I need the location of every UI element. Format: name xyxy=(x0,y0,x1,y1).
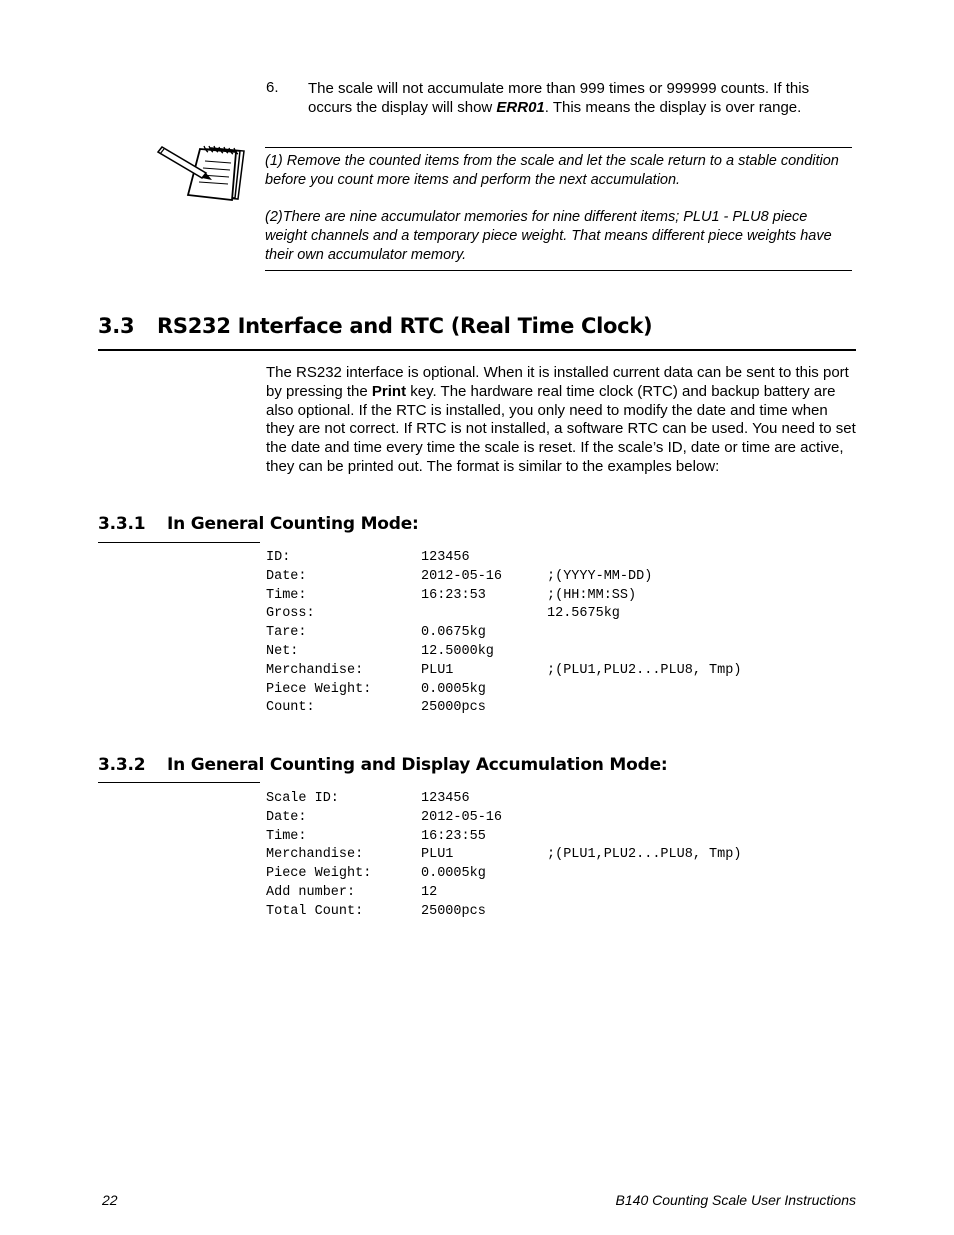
section-paragraph xyxy=(266,364,856,477)
subsection-number: 3.3.1 xyxy=(98,514,146,534)
note-bottom-rule xyxy=(265,270,852,271)
printout-label: Gross: xyxy=(266,606,315,622)
printout-value: 16:23:53 xyxy=(421,587,486,603)
section-heading xyxy=(98,314,652,338)
list-item-text xyxy=(308,79,853,117)
subsection-heading-2 xyxy=(98,755,668,775)
printout-label: Date: xyxy=(266,809,307,825)
printout-value: 25000pcs xyxy=(421,700,486,716)
printout-value: PLU1 xyxy=(421,662,454,678)
printout-label: Add number: xyxy=(266,884,356,900)
printout-value: 25000pcs xyxy=(421,903,486,919)
list-item-text-start: The scale will not accumulate more than 999 times or 999999 counts. If this occurs the display will show xyxy=(308,80,810,116)
printout-value: 2012-05-16 xyxy=(421,809,503,825)
printout-label: Tare: xyxy=(266,625,307,641)
printout-value: 2012-05-16 xyxy=(421,568,503,584)
subsection-heading-rule xyxy=(98,542,260,543)
subsection-heading-1 xyxy=(98,514,419,534)
printout-value: 0.0005kg xyxy=(421,681,486,697)
printout-note: ;(PLU1,PLU2...PLU8, Tmp) xyxy=(547,662,742,678)
list-item-text-end: . This means the display is over range. xyxy=(544,99,802,116)
printout-label: Piece Weight: xyxy=(266,866,372,882)
printout-value: 12 xyxy=(421,884,438,900)
subsection-number: 3.3.2 xyxy=(98,755,146,775)
printout-label: ID: xyxy=(266,550,291,565)
printout-value: 12.5000kg xyxy=(421,643,494,659)
error-code: ERR01 xyxy=(496,99,545,116)
printout-label: Merchandise: xyxy=(266,662,364,678)
section-number: 3.3 xyxy=(98,314,135,338)
page-number: 22 xyxy=(102,1192,118,1208)
printout-note: ;(HH:MM:SS) xyxy=(547,587,637,603)
printout-label: Date: xyxy=(266,568,307,584)
printout-label: Total Count: xyxy=(266,903,364,919)
section-heading-rule xyxy=(98,349,856,351)
printout-label: Scale ID: xyxy=(266,791,339,806)
printout-value: 0.0675kg xyxy=(421,625,486,641)
printout-note: ;(PLU1,PLU2...PLU8, Tmp) xyxy=(547,847,742,863)
paragraph-text-end: key. The hardware real time clock (RTC) and backup battery are also optional. If the RTC is installed, you only need to modify the date and time when they are not correct. If RTC is not installed, a software RTC can be used. You need to set the date and time every time the scale is reset. If the scale’s ID, date or time are active, they can be printed out. The format is similar to the examples below: xyxy=(266,382,856,475)
list-item-number: 6. xyxy=(266,79,279,96)
printout-note: 12.5675kg xyxy=(547,606,620,622)
printout-value: 123456 xyxy=(421,550,470,565)
printout-label: Net: xyxy=(266,643,299,659)
printout-value: 123456 xyxy=(421,791,470,806)
section-title: RS232 Interface and RTC (Real Time Clock) xyxy=(157,314,653,338)
printout-label: Merchandise: xyxy=(266,847,364,863)
subsection-title: In General Counting Mode: xyxy=(167,514,419,534)
printout-label: Time: xyxy=(266,828,307,844)
notepad-pencil-icon xyxy=(156,143,248,205)
note-paragraph-1: (1) Remove the counted items from the scale and let the scale return to a stable condition before you count more items and perform the next accumulation. xyxy=(265,153,839,188)
subsection-heading-rule xyxy=(98,782,260,783)
paragraph-text-start: The RS232 interface is optional. When it is installed current data can be sent to this port by pressing the xyxy=(266,364,849,400)
printout-label: Piece Weight: xyxy=(266,681,372,697)
printout-label: Count: xyxy=(266,700,315,716)
note-top-rule xyxy=(265,147,852,148)
note-paragraph-2: (2)There are nine accumulator memories for nine different items; PLU1 - PLU8 piece weight channels and a temporary piece weight. That means different piece weights have their own accumulator memory. xyxy=(265,209,832,263)
printout-note: ;(YYYY-MM-DD) xyxy=(547,568,653,584)
print-key-name: Print xyxy=(371,382,407,400)
document-title: B140 Counting Scale User Instructions xyxy=(615,1192,856,1208)
printout-label: Time: xyxy=(266,587,307,603)
printout-value: PLU1 xyxy=(421,847,454,863)
printout-value: 16:23:55 xyxy=(421,828,486,844)
subsection-title: In General Counting and Display Accumulation Mode: xyxy=(167,755,668,775)
printout-value: 0.0005kg xyxy=(421,866,486,882)
